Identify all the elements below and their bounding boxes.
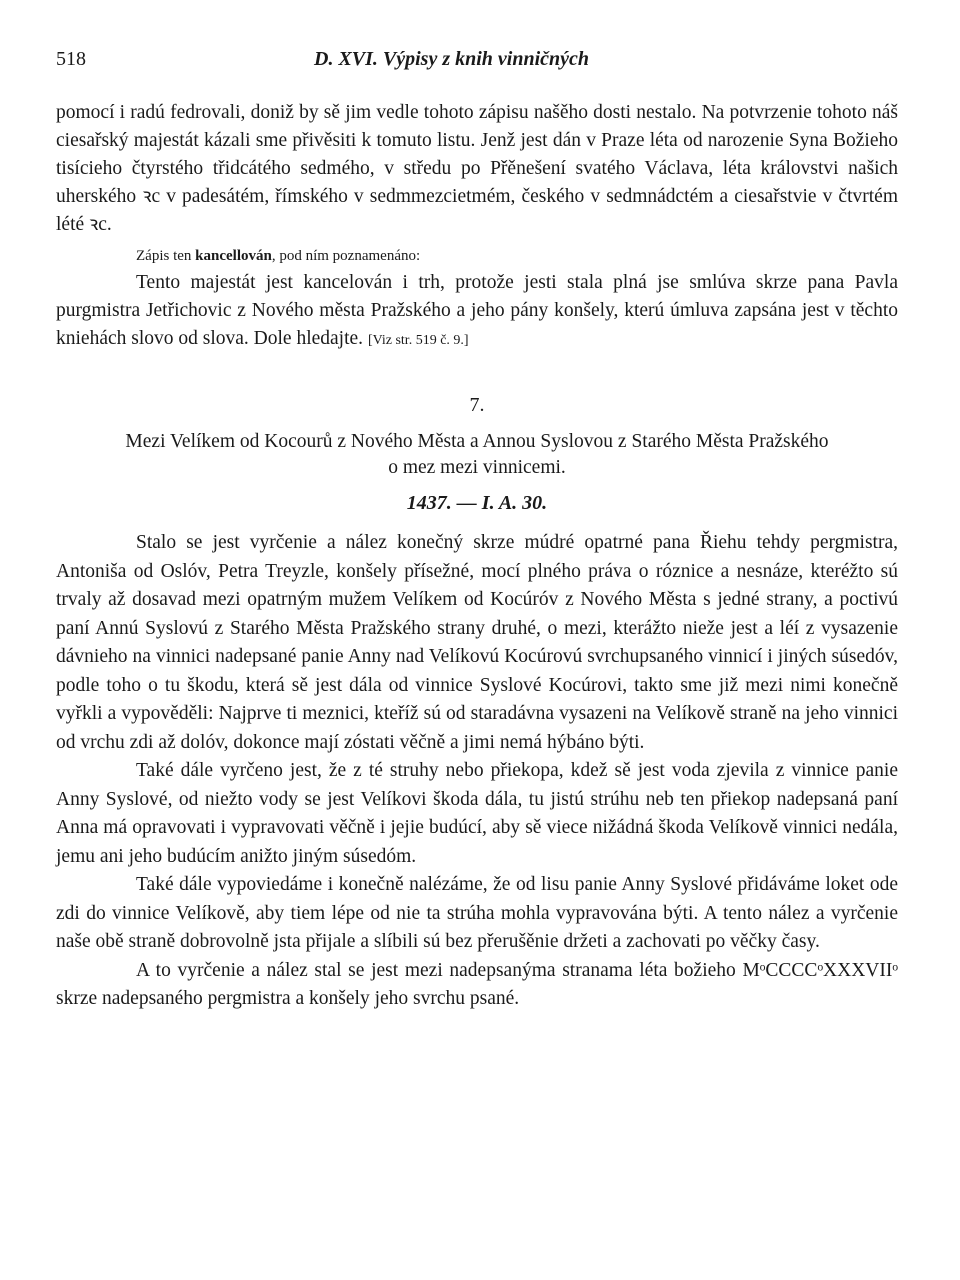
note-bold: kancellován bbox=[195, 248, 272, 264]
top-paragraph: pomocí i radú fedrovali, doniž by sě jim vedle tohoto zápisu našěho dosti nestalo. Na potvrzenie tohoto náš ciesařský majestát kázali sme přivěsiti k tomuto listu. Jenž jest dán v Praze léta od narozenie Syna Božieho tisícieho čtyrstého třidcátého sedmého, v středu po Přěnešení svatého Václava, léta královstvi našich uherského ꝛc v padesátém, římského v sedmmezcietmém, českého v sedmnádctém a ciesařstvie v čtvrtém lété ꝛc. bbox=[56, 102, 898, 235]
running-title: D. XVI. Výpisy z knih vinničných bbox=[314, 48, 590, 70]
cancellation-note bbox=[136, 243, 898, 269]
section-title-line-2: o mez mezi vinnicemi. bbox=[388, 457, 566, 478]
body-paragraph-4: A to vyrčenie a nález stal se jest mezi nadepsanýma stranama léta božieho MᵒCCCCᵒXXXVIIᵒ skrze nadepsaného pergmistra a konšely jeho svrchu psané. bbox=[56, 959, 898, 1009]
cross-reference: [Viz str. 519 č. 9.] bbox=[367, 333, 469, 348]
body-paragraph-1: Stalo se jest vyrčenie a nález konečný skrze múdré opatrné pana Řiehu tehdy pergmistra, Antoniša od Oslóv, Petra Treyzle, konšely přísežné, mocí plného práva o róznice a nesnáze, kteréžto sú trvaly až dosavad mezi opatrným mužem Velíkem od Kocúróv z Nového Města s jedné strany, a poctivú paní Annú Syslovú z Starého Města Pražského strany druhé, o mezi, kterážto nieže jest a léí z vysazenie dávnieho na vinnici nadepsané panie Anny nad Velíkovú Kocúrovú svrchupsaného vinnicí i jiných súsedóv, podle toho o tu škodu, která sě jest dála od vinnice Syslové Kocúrovi, takto sme již mezi nimi konečně vyřkli a vypověděli: Najprve ti meznici, kteříž sú od staradávna vysazeni na Velíkově straně na jeho vinnici od vrchu zdi až dolóv, dokonce mají zóstati věčně a jimi nemá hýbáno býti. bbox=[56, 532, 898, 753]
note-paragraph bbox=[56, 269, 898, 355]
section-number: 7. bbox=[469, 394, 485, 416]
note-suffix: , pod ním poznamenáno: bbox=[271, 248, 421, 264]
body-paragraph-3: Také dále vypoviedáme i konečně nalézáme, že od lisu panie Anny Syslové přidáváme loket ode zdi do vinnice Velíkově, aby tiem lépe od nie ta strúha mohla vypravována býti. A tento nález a vyrčenie naše obě straně dobrovolně jsta přijale a slíbili sú bez přerušěnie držeti a zachovati po věčky časy. bbox=[56, 874, 898, 952]
note-paragraph-text: Tento majestát jest kancelován i trh, protože jesti stala plná jse smlúva skrze pana Pavla purgmistra Jetřichovic z Nového města Pražského a jeho pány konšely, kterú úmluva zapsána jest v těchto kniehách slovo od slova. Dole hledajte. bbox=[56, 272, 898, 349]
body-paragraph-2: Také dále vyrčeno jest, že z té struhy nebo přiekopa, kdež sě jest voda zjevila z vinnice panie Anny Syslové, od niežto vody se jest Velíkovi škoda dála, tu jistú strúhu neb ten přiekop nadepsaná paní Anna má opravovati i vypravovati věčně i jejie budúcí, aby sě viece nižádná škoda Velíkově vinnici nedála, jemu ani jeho budúcím anižto jiným súsedóm. bbox=[56, 760, 898, 867]
section-title-line-1: Mezi Velíkem od Kocourů z Nového Města a Annou Syslovou z Starého Města Pražského bbox=[125, 431, 829, 452]
document-page bbox=[56, 48, 898, 1014]
section-date: 1437. — I. A. 30. bbox=[406, 492, 548, 514]
section-body bbox=[56, 529, 898, 1014]
page-number: 518 bbox=[56, 48, 86, 70]
section-title bbox=[56, 429, 898, 481]
page-header bbox=[56, 48, 898, 78]
note-prefix: Zápis ten bbox=[136, 248, 196, 264]
